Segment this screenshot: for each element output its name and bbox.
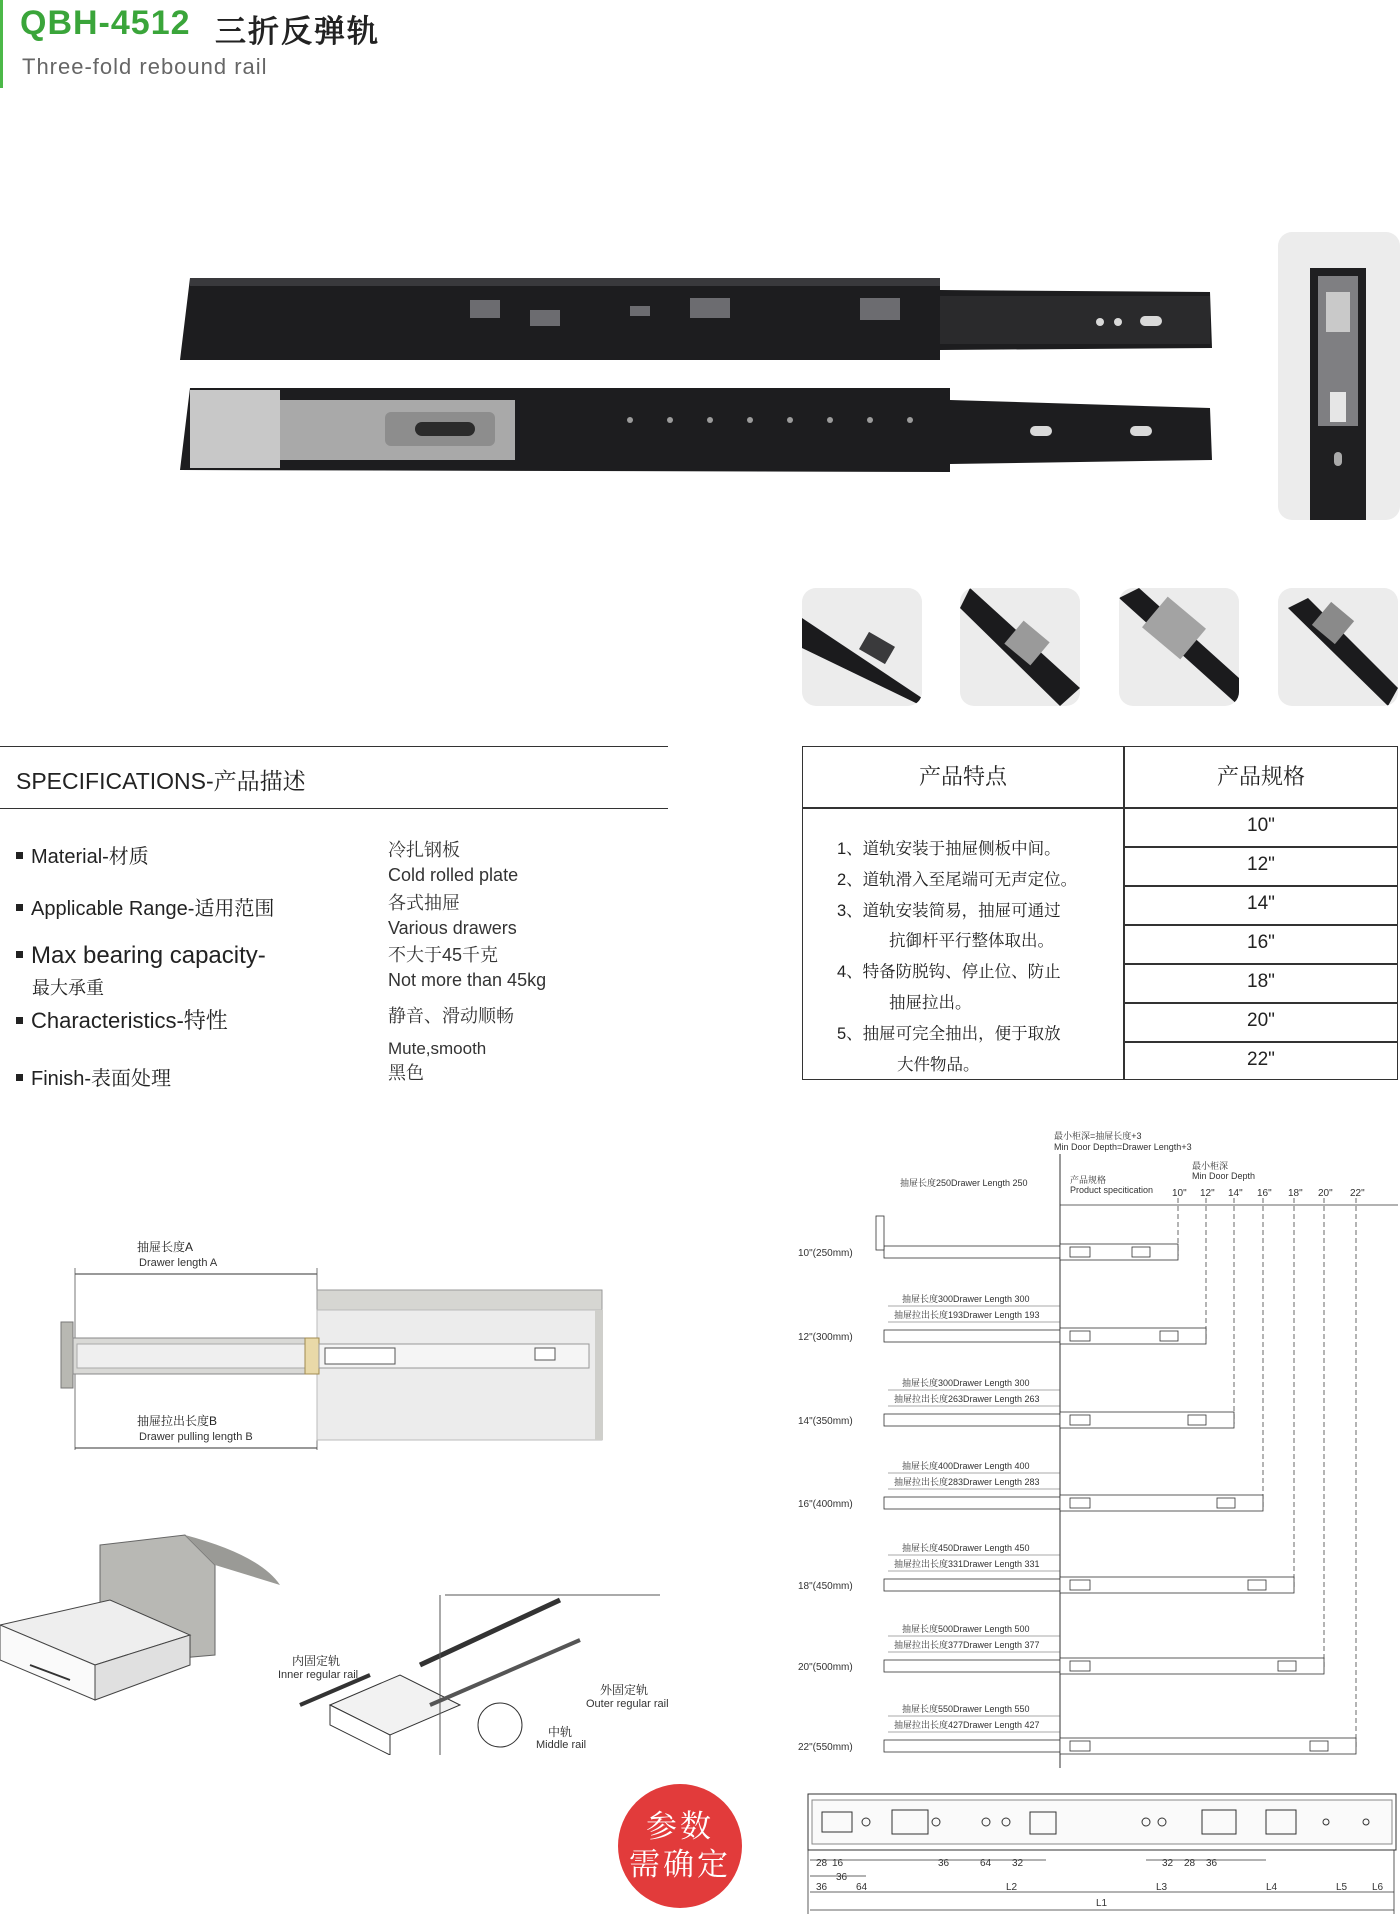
label-b-cn: 抽屉拉出长度B [137,1414,218,1428]
dim-L4: L4 [1266,1882,1278,1893]
ladder-drawer-length: 抽屉长度300Drawer Length 300 [902,1294,1030,1304]
size-rule [1125,885,1397,887]
size-cell: 16" [1247,932,1275,953]
ladder-drawer-length: 抽屉长度550Drawer Length 550 [902,1704,1030,1714]
depth-cn: 最小柜深 [1192,1161,1229,1171]
min-depth-en: Min Door Depth=Drawer Length+3 [1054,1142,1192,1152]
top-drawer-label: 抽屉长度250Drawer Length 250 [900,1178,1028,1188]
feature-line: 4、特备防脱钩、停止位、防止 [837,963,1061,981]
ladder-cabinet-rail [1060,1577,1294,1593]
mounting-hole-dimensions [806,1792,1400,1914]
label-inner-en: Inner regular rail [278,1669,359,1681]
ladder-pull-length: 抽屉拉出长度331Drawer Length 331 [894,1559,1040,1569]
ladder-row-label: 16"(400mm) [798,1499,853,1510]
ladder-drawer-rail [884,1579,1060,1591]
label-middle-en: Middle rail [536,1739,587,1751]
depth-en: Min Door Depth [1192,1171,1256,1181]
spec-value-material: 冷扎钢板 Cold rolled plate [388,840,519,885]
dim-L6: L6 [1372,1882,1384,1893]
ladder-drawer-rail [884,1497,1060,1509]
size-cell: 18" [1247,971,1275,992]
ladder-pull-length: 抽屉拉出长度377Drawer Length 377 [894,1640,1040,1650]
ladder-row-label: 20"(500mm) [798,1662,853,1673]
thumbnail-4[interactable] [1278,588,1398,706]
ladder-col-label: 14" [1228,1188,1243,1199]
ladder-col-label: 16" [1257,1188,1272,1199]
ladder-row-label: 14"(350mm) [798,1416,853,1427]
spec-value-finish: 黑色 [388,1063,424,1083]
ladder-drawer-length: 抽屉长度300Drawer Length 300 [902,1378,1030,1388]
feature-line: 抽屉拉出。 [889,994,972,1012]
spec-value-range: 各式抽屉 Various drawers [388,893,517,938]
dim-L2: L2 [1006,1882,1018,1893]
ladder-pull-length: 抽屉拉出长度263Drawer Length 263 [894,1394,1040,1404]
spec-top-rule [0,746,668,747]
spec-label-finish: Finish-表面处理 [16,1062,171,1091]
size-cell: 10" [1247,815,1275,836]
dim-16: 16 [832,1858,844,1869]
label-inner-cn: 内固定轨 [292,1654,341,1668]
ladder-row-label: 18"(450mm) [798,1581,853,1592]
header-accent-bar [0,0,3,88]
table-header-sizes: 产品规格 [1216,764,1305,789]
table-header-features: 产品特点 [918,764,1007,789]
ladder-cabinet-rail [1060,1328,1206,1344]
ladder-cabinet-rail [1060,1738,1356,1754]
label-a-en: Drawer length A [139,1257,218,1269]
dim-36: 36 [938,1858,950,1869]
dim-L5: L5 [1336,1882,1348,1893]
ladder-drawer-length: 抽屉长度400Drawer Length 400 [902,1461,1030,1471]
dim-28-b: 28 [1184,1858,1196,1869]
label-outer-en: Outer regular rail [586,1698,669,1710]
ladder-pull-length: 抽屉拉出长度427Drawer Length 427 [894,1720,1040,1730]
dim-32-b: 32 [1162,1858,1174,1869]
spec-label-capacity: Max bearing capacity- [16,942,266,970]
dim-32: 32 [1012,1858,1024,1869]
dim-36-low: 36 [816,1882,828,1893]
dim-L3: L3 [1156,1882,1168,1893]
dim-64: 64 [980,1858,992,1869]
ladder-drawer-rail [884,1740,1060,1752]
ladder-col-label: 10" [1172,1188,1187,1199]
model-number: QBH-4512 [20,4,191,42]
ladder-col-label: 12" [1200,1188,1215,1199]
size-cell: 12" [1247,854,1275,875]
feature-line: 大件物品。 [897,1056,980,1074]
label-b-en: Drawer pulling length B [139,1431,253,1443]
label-outer-cn: 外固定轨 [600,1683,649,1697]
spec-value-capacity: 不大于45千克 Not more than 45kg [388,945,547,990]
dim-L1: L1 [1096,1898,1108,1909]
thumbnail-3[interactable] [1119,588,1239,706]
feature-line: 抗御杆平行整体取出。 [889,932,1054,950]
feature-line: 1、道轨安装于抽屉侧板中间。 [837,840,1061,858]
ladder-pull-length: 抽屉拉出长度193Drawer Length 193 [894,1310,1040,1320]
feature-line: 3、道轨安装简易，抽屉可通过 [837,902,1061,920]
min-depth-cn: 最小柜深=抽屉长度+3 [1054,1131,1142,1141]
product-title-cn: 三折反弹轨 [215,14,380,49]
ladder-cabinet-rail [1060,1658,1324,1674]
size-rule [1125,846,1397,848]
spec-en: Product specitication [1070,1185,1154,1195]
stamp-line-1: 参数 [646,1809,714,1844]
feature-spec-table [802,746,1398,1080]
spec-title: SPECIFICATIONS-产品描述 [16,768,306,794]
ladder-row-label: 10"(250mm) [798,1248,853,1259]
product-photo-rails [150,250,1230,490]
size-rule [1125,1041,1397,1043]
ladder-cabinet-rail [1060,1495,1263,1511]
label-a-cn: 抽屉长度A [137,1240,194,1254]
ladder-drawer-length: 抽屉长度500Drawer Length 500 [902,1624,1030,1634]
ladder-drawer-rail [884,1660,1060,1672]
spec-label-characteristics: Characteristics-特性 [16,1004,228,1035]
parameter-confirm-stamp [618,1784,742,1908]
size-rule [1125,963,1397,965]
spec-value-characteristics-en: Mute,smooth [388,1039,487,1058]
ladder-drawer-length: 抽屉长度450Drawer Length 450 [902,1543,1030,1553]
feature-line: 2、道轨滑入至尾端可无声定位。 [837,871,1078,889]
thumbnail-2[interactable] [960,588,1080,706]
ladder-cabinet-rail [1060,1244,1178,1260]
dim-28: 28 [816,1858,828,1869]
label-middle-cn: 中轨 [548,1725,573,1739]
product-title-en: Three-fold rebound rail [22,54,268,79]
installation-diagram [0,1515,700,1755]
ladder-row-label: 12"(300mm) [798,1332,853,1343]
size-rule [1125,924,1397,926]
ladder-row-label: 22"(550mm) [798,1742,853,1753]
dim-36-mid: 36 [836,1872,848,1883]
spec-label-range: Applicable Range-适用范围 [16,892,274,921]
feature-line: 5、抽屉可完全抽出，便于取放 [837,1025,1061,1043]
length-ladder-diagram [798,1130,1400,1770]
ladder-drawer-front [876,1216,884,1250]
spec-label-material: Material-材质 [16,840,149,869]
spec-cn: 产品规格 [1070,1175,1107,1185]
dim-64-low: 64 [856,1882,868,1893]
product-photo-side [1278,232,1400,520]
ladder-col-label: 18" [1288,1188,1303,1199]
ladder-pull-length: 抽屉拉出长度283Drawer Length 283 [894,1477,1040,1487]
size-cell: 14" [1247,893,1275,914]
size-cell: 22" [1247,1049,1275,1070]
size-cell: 20" [1247,1010,1275,1031]
feature-list [803,807,1123,1079]
dim-36-b: 36 [1206,1858,1218,1869]
ladder-cabinet-rail [1060,1412,1234,1428]
ladder-drawer-rail [884,1246,1060,1258]
size-rule [1125,1002,1397,1004]
ladder-drawer-rail [884,1414,1060,1426]
ladder-col-label: 22" [1350,1188,1365,1199]
spec-title-rule [0,808,668,809]
stamp-line-2: 需确定 [629,1847,731,1882]
ladder-col-label: 20" [1318,1188,1333,1199]
drawer-length-diagram [55,1230,615,1470]
thumbnail-1[interactable] [802,588,922,706]
spec-value-characteristics-cn: 静音、滑动顺畅 [388,1006,514,1026]
ladder-drawer-rail [884,1330,1060,1342]
spec-label-capacity-cn: 最大承重 [32,978,104,998]
